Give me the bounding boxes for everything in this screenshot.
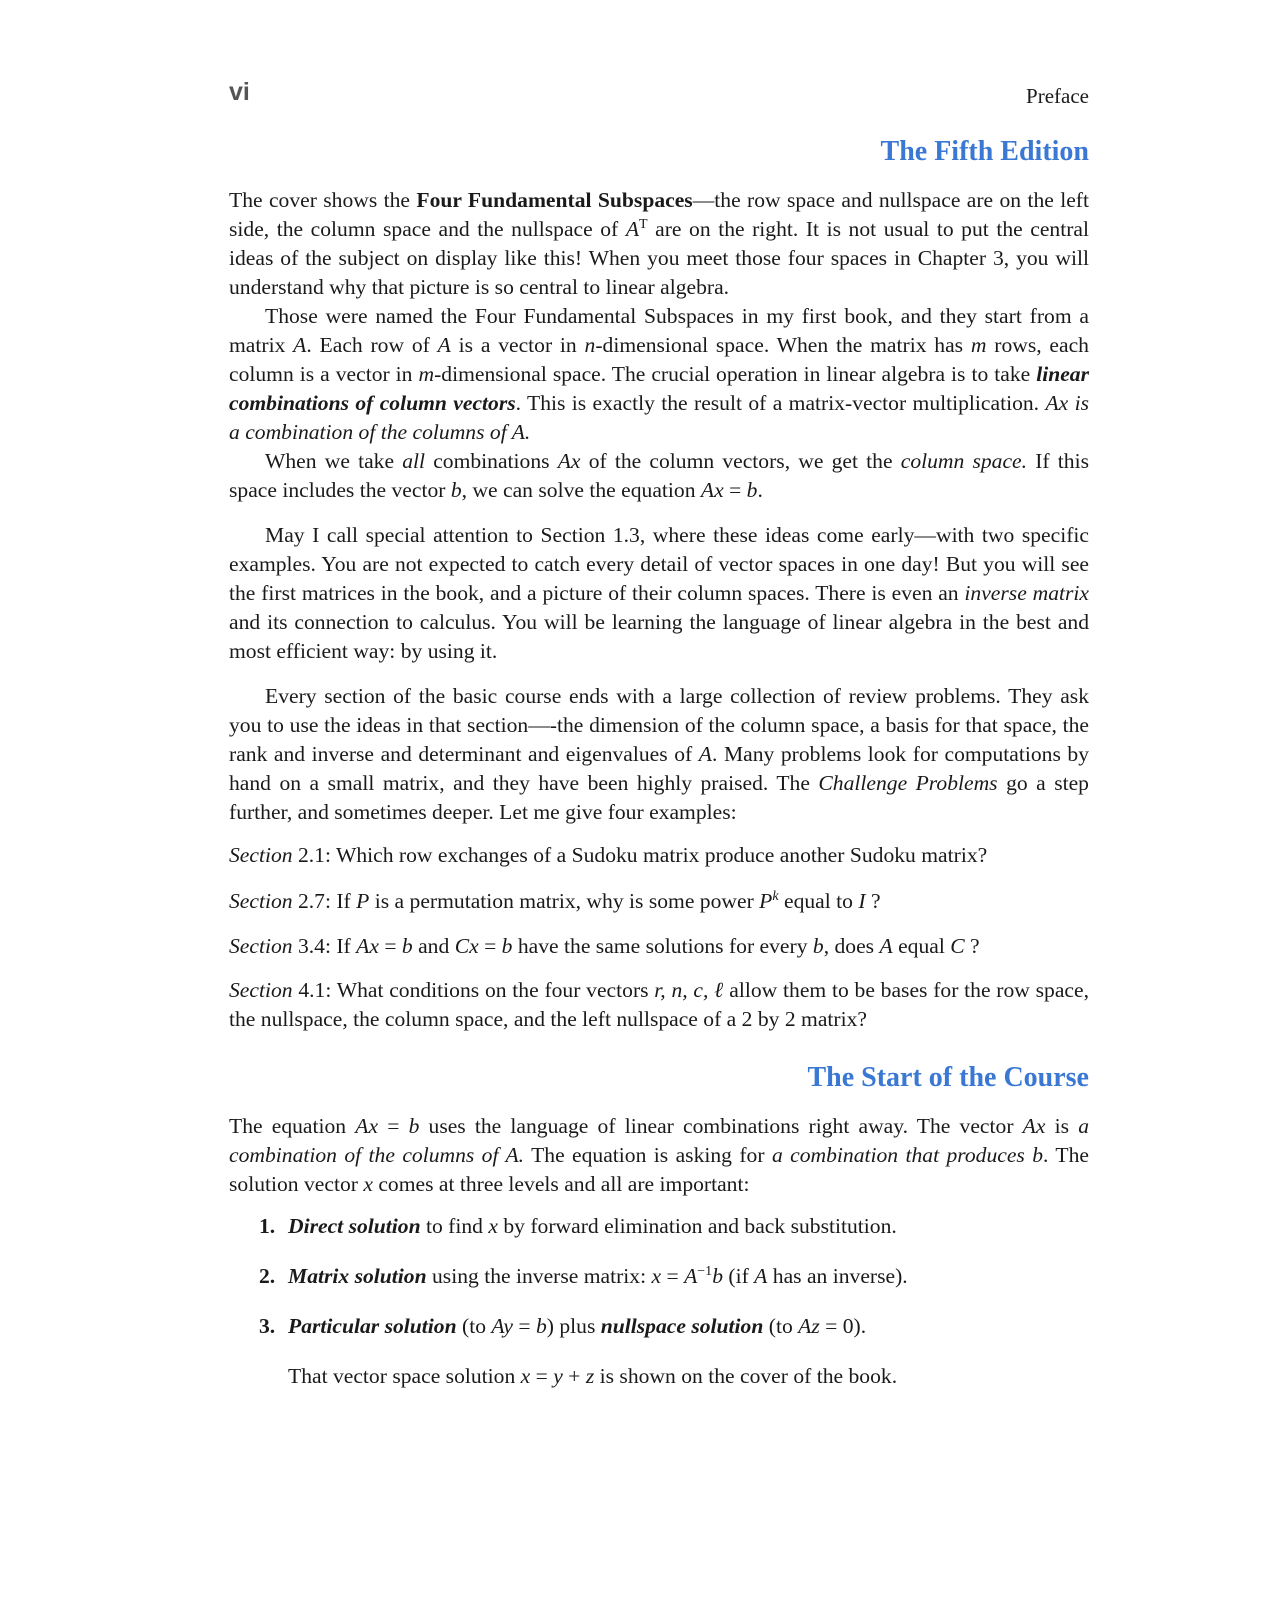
- example-3-4: Section 3.4: If Ax = b and Cx = b have the same solutions for every b, does A equal C ?: [229, 934, 980, 958]
- paragraph-column-space: When we take all combinations Ax of the column vectors, we get the column space. If this space includes the vector b, we can solve the equation Ax = b.: [229, 449, 1089, 502]
- section-title-fifth-edition: The Fifth Edition: [880, 136, 1089, 167]
- list-item: 1. Direct solution to find x by forward elimination and back substitution.: [259, 1214, 897, 1238]
- section-body-start-of-course: [229, 1112, 1089, 1199]
- section-title-start-of-course: The Start of the Course: [807, 1062, 1089, 1093]
- paragraph-equation: The equation Ax = b uses the language of linear combinations right away. The vector Ax is a combination of the columns of A. The equation is asking for a combination that produces b. The solution vector x comes at three levels and all are important:: [229, 1114, 1090, 1196]
- example-4-1: Section 4.1: What conditions on the four vectors r, n, c, ℓ allow them to be bases for the row space, the nullspace, the column space, and the left nullspace of a 2 by 2 matrix?: [229, 978, 1089, 1031]
- list-item: 3. Particular solution (to Ay = b) plus nullspace solution (to Az = 0).: [259, 1314, 867, 1338]
- running-head: Preface: [1026, 84, 1089, 108]
- paragraph-cover: The cover shows the Four Fundamental Subspaces—the row space and nullspace are on the left side, the column space and the nullspace of $A^T$ are on the right. It is not usual to put the central ideas of the subject on display like this! When you meet those four spaces in Chapter 3, you will understand why that picture is so central to linear algebra.: [229, 188, 1089, 299]
- closing-sentence: That vector space solution x = y + z is shown on the cover of the book.: [288, 1364, 898, 1388]
- example-2-1: Section 2.1: Which row exchanges of a Sudoku matrix produce another Sudoku matrix?: [229, 843, 988, 867]
- section-body-fifth-edition: [229, 186, 1089, 1034]
- page-number: vi: [229, 78, 250, 106]
- paragraph-subspaces: Those were named the Four Fundamental Subspaces in my first book, and they start from a matrix A. Each row of A is a vector in n-dimensional space. When the matrix has m rows, each column is a vector in m-dimensional space. The crucial operation in linear algebra is to take linear combinations of column vectors. This is exactly the result of a matrix-vector multiplication. Ax is a combination of the columns of A.: [229, 304, 1089, 444]
- paragraph-section-1-3: May I call special attention to Section 1.3, where these ideas come early—with two specific examples. You are not expected to catch every detail of vector spaces in one day! But you will see the first matrices in the book, and a picture of their column spaces. There is even an inverse matrix and its connection to calculus. You will be learning the language of linear algebra in the best and most efficient way: by using it.: [229, 523, 1089, 663]
- list-item: 2. Matrix solution using the inverse matrix: $x = A^{-1}b$ (if A has an inverse).: [259, 1263, 908, 1288]
- example-2-7: Section 2.7: If P is a permutation matrix, why is some power $P^k$ equal to I ?: [229, 888, 881, 913]
- paragraph-review-problems: Every section of the basic course ends with a large collection of review problems. They ask you to use the ideas in that section—-the dimension of the column space, a basis for that space, the rank and inverse and determinant and eigenvalues of A. Many problems look for computations by hand on a small matrix, and they have been highly praised. The Challenge Problems go a step further, and sometimes deeper. Let me give four examples:: [229, 684, 1089, 824]
